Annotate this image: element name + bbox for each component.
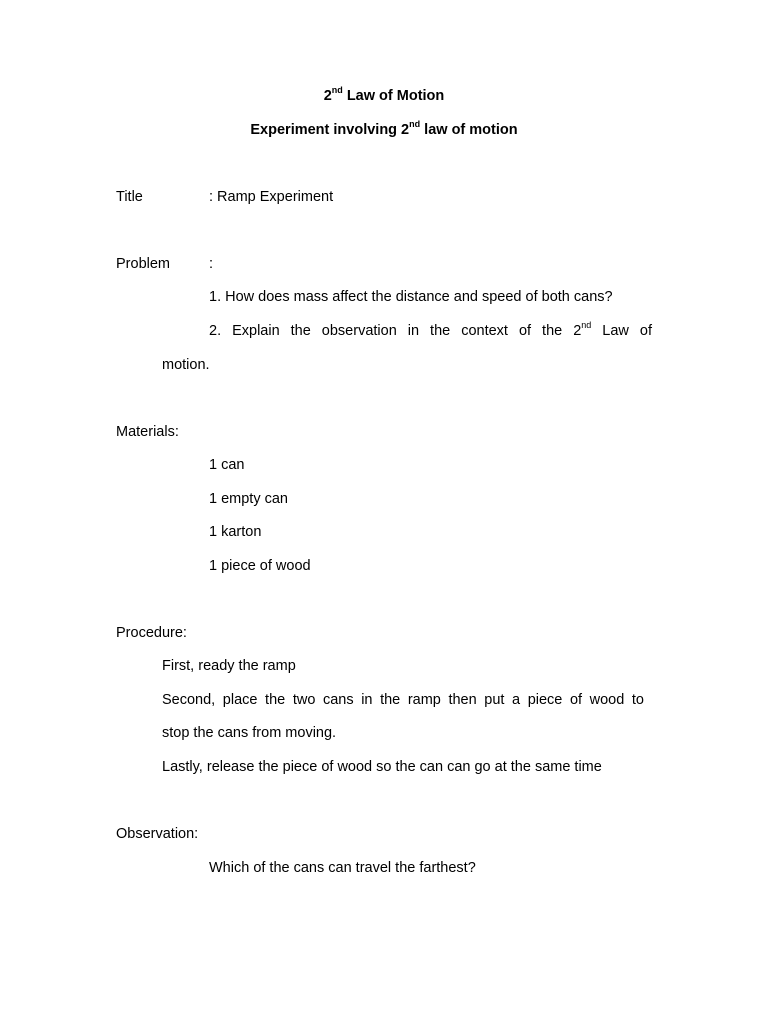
problem-item-2-continuation: motion.	[162, 357, 210, 373]
materials-label: Materials:	[116, 424, 179, 440]
material-item: 1 can	[209, 457, 245, 473]
procedure-step-1: First, ready the ramp	[162, 658, 296, 674]
material-item: 1 empty can	[209, 491, 288, 507]
title-label: Title	[116, 189, 143, 205]
procedure-step-2: Second, place the two cans in the ramp then put a piece of wood to	[162, 692, 644, 708]
procedure-step-2-continuation: stop the cans from moving.	[162, 725, 337, 741]
procedure-step-3: Lastly, release the piece of wood so the can can go at the same time	[162, 759, 602, 775]
procedure-label: Procedure:	[116, 625, 187, 641]
problem-colon: :	[209, 256, 214, 272]
material-item: 1 piece of wood	[209, 558, 311, 574]
material-item: 1 karton	[209, 524, 262, 540]
problem-item-2: 2. Explain the observation in the context of the 2nd Law of	[209, 320, 652, 339]
document-title: 2nd Law of Motion	[323, 85, 445, 104]
problem-label: Problem	[116, 256, 170, 272]
observation-question: Which of the cans can travel the farthest?	[209, 860, 476, 876]
document-subtitle: Experiment involving 2nd law of motion	[250, 119, 518, 138]
title-value: : Ramp Experiment	[209, 189, 334, 205]
problem-item-1: 1. How does mass affect the distance and speed of both cans?	[209, 289, 613, 305]
observation-label: Observation:	[116, 826, 199, 842]
